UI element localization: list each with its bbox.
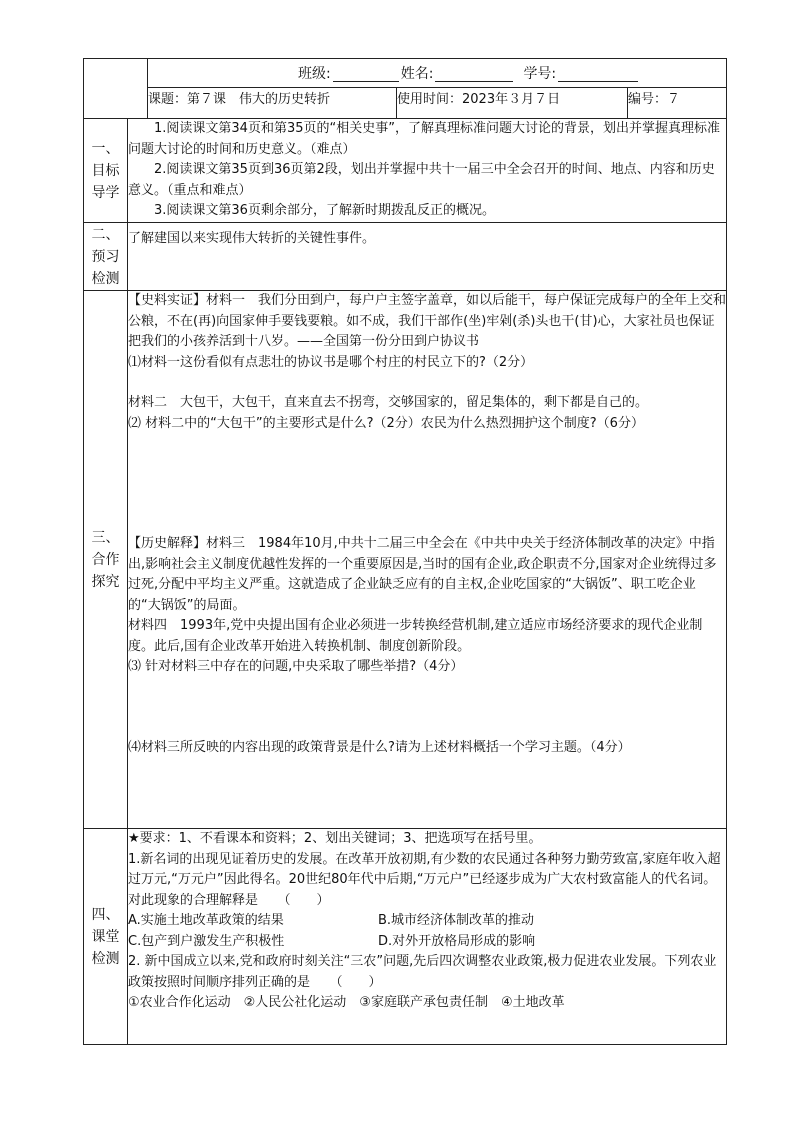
option-c[interactable]: C.包产到户激发生产积极性 [128, 933, 285, 949]
class-label: 班级: [298, 66, 331, 82]
question-four: ⑷材料三所反映的内容出现的政策背景是什么?请为上述材料概括一个学习主题。（4分） [128, 739, 631, 755]
name-field[interactable] [435, 65, 513, 82]
answer-space[interactable] [128, 678, 726, 738]
section-cooperate-label: 三、 合作 探究 [91, 529, 120, 590]
question-one: ⑴材料一这份看似有点悲壮的协议书是哪个村庄的村民立下的?（2分） [128, 354, 534, 370]
class-field[interactable] [333, 65, 399, 82]
goal-item: 2.阅读课文第35页到36页第2段，划出并掌握中共十一届三中全会召开的时间、地点、内容和历史意义。（重点和难点） [128, 162, 715, 198]
option-d[interactable]: D.对外开放格局形成的影响 [378, 933, 536, 949]
section-goals-label-cell [84, 119, 128, 223]
option-b[interactable]: B.城市经济体制改革的推动 [378, 913, 535, 928]
section-cooperate-content [128, 291, 727, 829]
header-corner [84, 59, 148, 119]
section-preview-label-cell [84, 223, 128, 291]
goal-item: 1.阅读课文第34页和第35页的“相关史事”，了解真理标准问题大讨论的背景，划出并掌握真理标准问题大讨论的时间和历史意义。（难点） [128, 121, 720, 157]
material-four: 材料四 1993年,党中央提出国有企业必须进一步转换经营机制,建立适应市场经济要求的现代企业制度。此后,国有企业改革开始进入转换机制、制度创新阶段。 [128, 618, 703, 654]
usage-date: 使用时间：2023年３月７日 [397, 88, 628, 119]
material-three: 【历史解释】材料三 1984年10月,中共十二届三中全会在《中共中央关于经济体制改革的决定》中指出,影响社会主义制度优越性发挥的一个重要原因是,当时的国有企业,政企职责不分,国家对企业统得过多过死,分配中平均主义严重。这就造成了企业缺乏应有的自主权,企业吃国家的“大锅饭”、职工吃企业的“大锅饭”的局面。 [128, 536, 717, 613]
lesson-info-row [148, 88, 727, 119]
check-question-two-items: ①农业合作化运动 ②人民公社化运动 ③家庭联产承包责任制 ④土地改革 [128, 995, 565, 1010]
question-two: ⑵ 材料二中的“大包干”的主要形式是什么?（2分）农民为什么热烈拥护这个制度?（6分） [128, 415, 644, 431]
check-requirements: ★要求：1、不看课本和资料；2、划出关键词；3、把选项写在括号里。 [128, 831, 542, 846]
student-info-row [148, 59, 727, 88]
section-preview-content [128, 223, 727, 291]
material-two: 材料二 大包干，大包干，直来直去不拐弯，交够国家的，留足集体的，剩下都是自己的。 [128, 395, 649, 410]
section-cooperate-label-cell [84, 291, 128, 829]
section-goals-content [128, 119, 727, 223]
material-one: 【史料实证】材料一 我们分田到户，每户户主签字盖章，如以后能干，每户保证完成每户的全年上交和公粮，不在(再)向国家伸手要钱要粮。如不成，我们干部作(坐)牢剁(杀)头也干(甘)心，大家社员也保证把我们的小孩养活到十八岁。——全国第一份分田到户协议书 [128, 293, 727, 349]
preview-text: 了解建国以来实现伟大转折的关键性事件。 [128, 231, 376, 246]
question-three: ⑶ 针对材料三中存在的问题,中央采取了哪些举措?（4分） [128, 659, 464, 674]
section-check-label: 四、 课堂 检测 [91, 906, 120, 967]
student-id-label: 学号: [523, 66, 557, 82]
worksheet [83, 58, 727, 1045]
goal-item: 3.阅读课文第36页剩余部分，了解新时期拨乱反正的概况。 [154, 203, 495, 218]
check-question-one: 1.新名词的出现见证着历史的发展。在改革开放初期,有少数的农民通过各种努力勤劳致富,家庭年收入超过万元,“万元户”因此得名。20世纪80年代中后期,“万元户”已经逐步成为广大农村致富能人的代名词。对此现象的合理解释是 （ ） [128, 851, 721, 908]
section-preview-label: 二、 预习 检测 [91, 226, 120, 287]
section-check-content [128, 829, 727, 1045]
answer-space[interactable] [128, 373, 726, 393]
answer-space[interactable] [128, 434, 726, 534]
lesson-title: 课题：第７课 伟大的历史转折 [148, 88, 397, 119]
serial-number: 编号：７ [628, 88, 727, 119]
check-question-two: 2. 新中国成立以来,党和政府时刻关注“三农”问题,先后四次调整农业政策,极力促进农业发展。下列农业政策按照时间顺序排列正确的是 （ ） [128, 954, 717, 990]
student-id-field[interactable] [558, 65, 638, 82]
option-a[interactable]: A.实施土地改革政策的结果 [128, 913, 284, 928]
worksheet-table [83, 58, 727, 1045]
section-check-label-cell [84, 829, 128, 1045]
section-goals-label: 一、 目标 导学 [91, 140, 120, 201]
name-label: 姓名: [400, 66, 434, 82]
answer-options [128, 911, 726, 952]
